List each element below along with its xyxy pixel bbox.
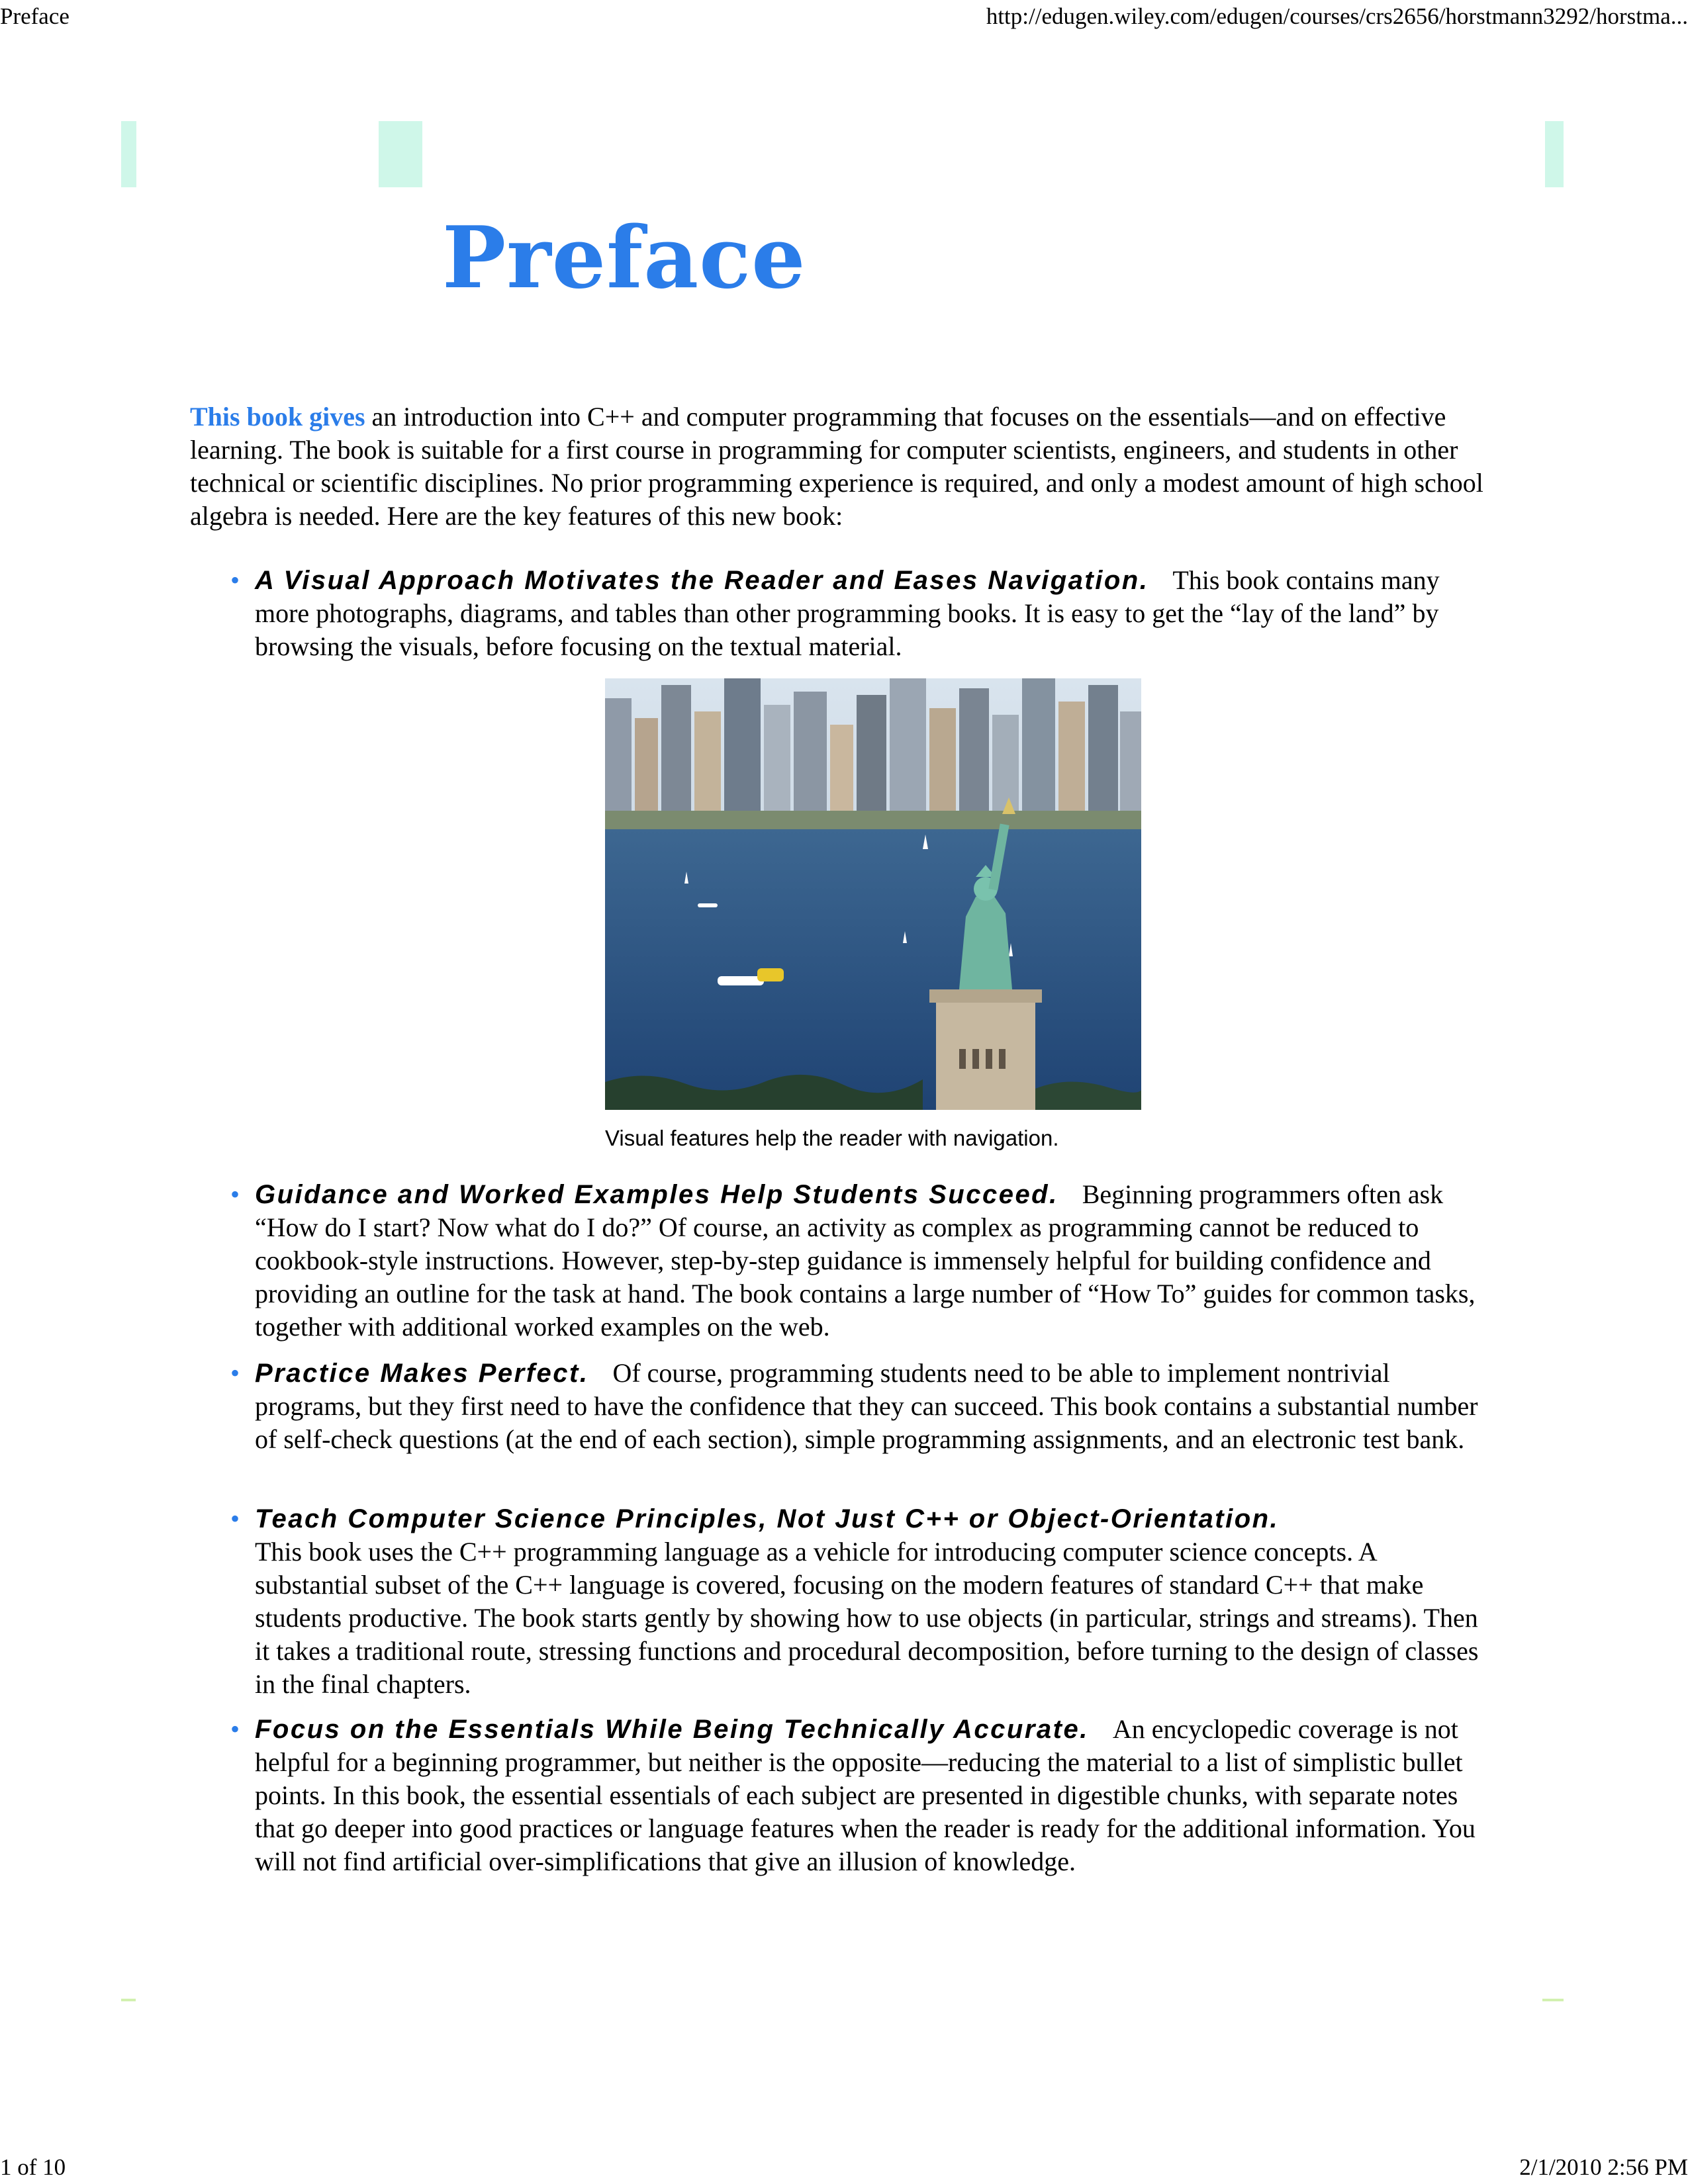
print-header <box>0 0 1688 33</box>
intro-lead: This book gives <box>190 402 365 432</box>
statue-of-liberty-photo <box>605 678 1141 1110</box>
feature-item <box>230 564 1486 663</box>
page-count: 1 of 10 <box>0 2154 66 2180</box>
decorative-block <box>1545 121 1564 187</box>
figure-caption: Visual features help the reader with navigation. <box>605 1126 1059 1150</box>
feature-text: This book uses the C++ programming language as a vehicle for introducing computer science concepts. A substantial subset of the C++ language is covered, focusing on the modern features of standard C++ that make students productive. The book starts gently by showing how to use objects (in particular, strings and streams). Then it takes a traditional route, stressing functions and procedural decomposition, before turning to the design of classes in the final chapters. <box>255 1537 1479 1699</box>
feature-item <box>230 1502 1486 1701</box>
feature-title: Practice Makes Perfect. <box>255 1359 589 1388</box>
bullet-icon: • <box>230 565 240 595</box>
decorative-rule <box>121 1999 136 2001</box>
feature-text: This book contains many more photographs, diagrams, and tables than other programming books. It is easy to get the “lay of the land” by browsing the visuals, before focusing on the textual material. <box>255 565 1440 661</box>
feature-title: A Visual Approach Motivates the Reader and Eases Navigation. <box>255 566 1149 595</box>
feature-text: Of course, programming students need to be able to implement nontrivial programs, but they first need to have the confidence that they can succeed. This book contains a substantial number of self-check questions (at the end of each section), simple programming assignments, and an electronic test bank. <box>255 1358 1478 1454</box>
print-datetime: 2/1/2010 2:56 PM <box>1519 2154 1688 2180</box>
feature-title: Guidance and Worked Examples Help Students Succeed. <box>255 1180 1058 1209</box>
bullet-icon: • <box>230 1358 240 1388</box>
feature-text: An encyclopedic coverage is not helpful for a beginning programmer, but neither is the opposite—reducing the material to a list of simplistic bullet points. In this book, the essential essentials of each subject are presented in digestible chunks, with separate notes that go deeper into good practices or language features when the reader is ready for the additional information. You will not find artificial over-simplifications that give an illusion of knowledge. <box>255 1714 1476 1876</box>
print-footer <box>0 2151 1688 2184</box>
decorative-block <box>121 121 136 187</box>
print-header-title: Preface <box>0 3 70 29</box>
bullet-icon: • <box>230 1504 240 1533</box>
feature-item <box>230 1357 1486 1456</box>
feature-text: Beginning programmers often ask “How do I start? Now what do I do?” Of course, an activity as complex as programming cannot be reduced to cookbook-style instructions. However, step-by-step guidance is immensely helpful for building confidence and providing an outline for the task at hand. The book contains a large number of “How To” guides for common tasks, together with additional worked examples on the web. <box>255 1179 1476 1342</box>
bullet-icon: • <box>230 1179 240 1209</box>
decorative-block <box>379 121 422 187</box>
feature-item <box>230 1178 1486 1343</box>
bullet-icon: • <box>230 1714 240 1744</box>
page-title: Preface <box>442 208 806 308</box>
intro-text: an introduction into C++ and computer programming that focuses on the essentials—and on effective learning. The book is suitable for a first course in programming for computer scientists, engineers, and students in other technical or scientific disciplines. No prior programming experience is required, and only a modest amount of high school algebra is needed. Here are the key features of this new book: <box>190 402 1483 531</box>
decorative-rule <box>1542 1999 1564 2001</box>
feature-title: Teach Computer Science Principles, Not Just C++ or Object-Orientation. <box>255 1504 1280 1533</box>
feature-item <box>230 1713 1486 1878</box>
intro-paragraph <box>190 400 1487 533</box>
feature-title: Focus on the Essentials While Being Technically Accurate. <box>255 1715 1089 1744</box>
print-header-url: http://edugen.wiley.com/edugen/courses/crs2656/horstmann3292/horstma... <box>986 3 1688 29</box>
